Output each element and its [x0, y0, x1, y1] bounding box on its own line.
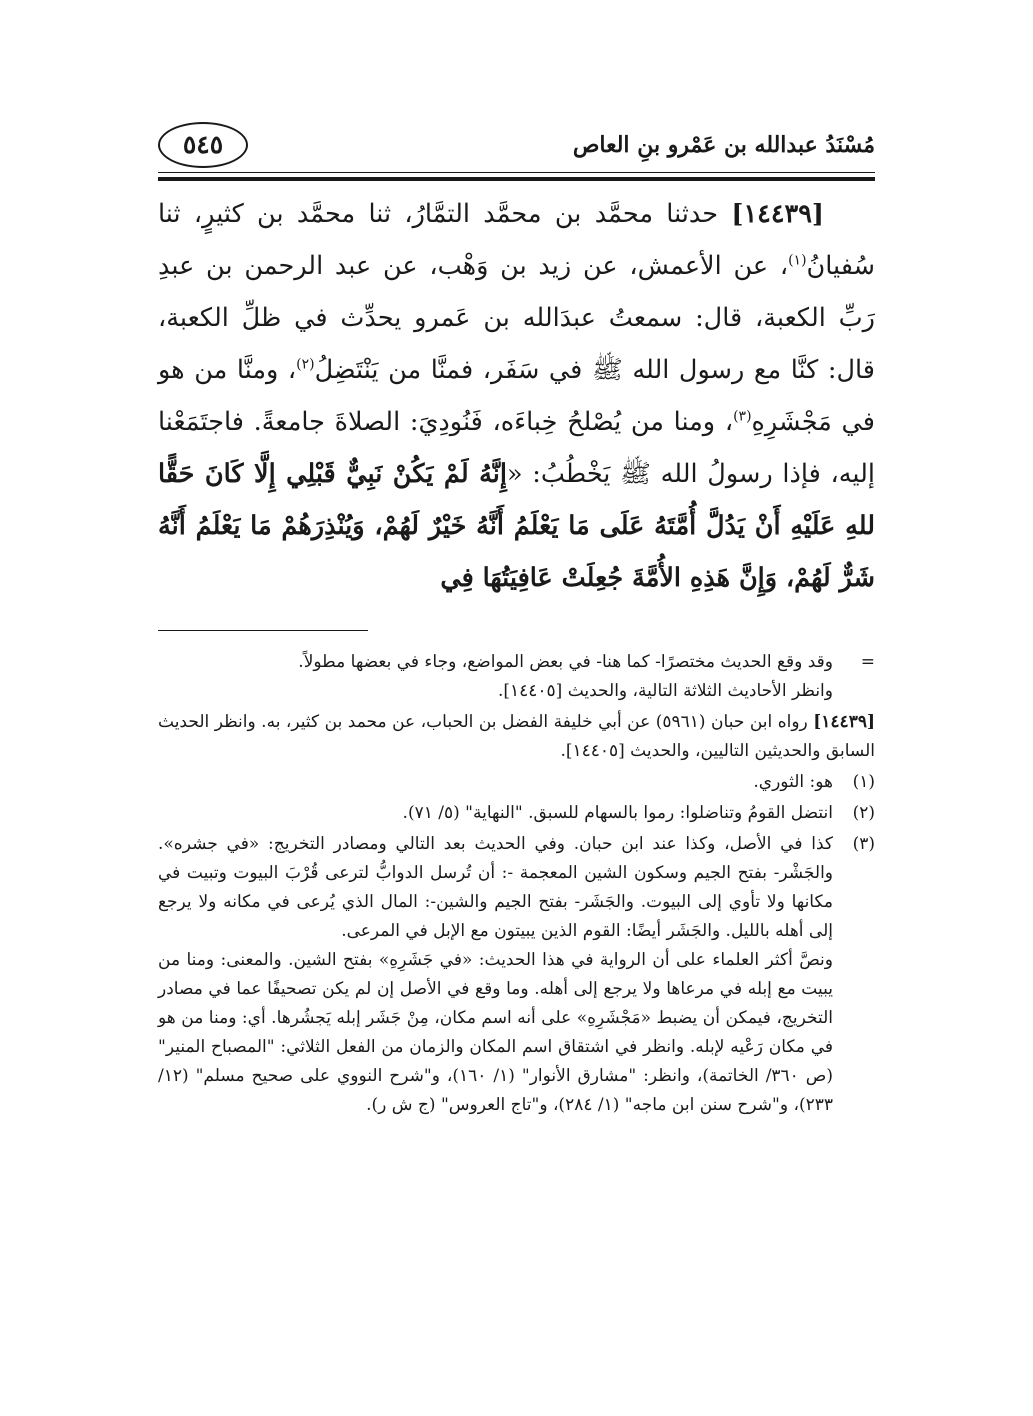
hadith-text-4: ، ومنا من يُصْلحُ خِباءَه، فَنُودِيَ: الصلاةَ جامعةً. فاجتَمَعْنا إليه، فإذا رسولُ الله ﷺ يَخْطُبُ: « [158, 407, 875, 489]
continuation-line-1: وقد وقع الحديث مختصرًا- كما هنا- في بعض المواضع، وجاء في بعضها مطولاً. [298, 652, 833, 672]
running-title: مُسْنَدُ عبدالله بن عَمْرو بنِ العاص [572, 132, 875, 158]
footnotes [158, 648, 875, 1122]
prophetic-text: إِنَّهُ لَمْ يَكُنْ نَبِيٌّ قَبْلِي إِلَّا كَانَ حَقًّا للهِ عَلَيْهِ أَنْ يَدُلَّ أُمَّتَهُ عَلَى مَا يَعْلَمُ أَنَّهُ خَيْرٌ لَهُمْ، وَيُنْذِرَهُمْ مَا يَعْلَمُ أَنَّهُ شَرٌّ لَهُمْ، وَإِنَّ هَذِهِ الأُمَّةَ جُعِلَتْ عَافِيَتُهَا فِي [158, 459, 875, 593]
footnote-1 [158, 768, 875, 797]
hadith-text-2: ، عن الأعمش، عن زيد بن وَهْب، عن عبد الرحمن بن عبدِ رَبِّ الكعبة، قال: سمعتُ عبدَالله بن عَمرو يحدِّث في ظلِّ الكعبة، قال: كنَّا مع رسول الله ﷺ في سَفَر، فمنَّا من يَنْتَضِلُ [158, 251, 875, 385]
hadith-paragraph [158, 188, 875, 604]
takhrij-text: رواه ابن حبان (٥٩٦١) عن أبي خليفة الفضل بن الحباب، عن محمد بن كثير، به. وانظر الحديث السابق والحديثين التاليين، والحديث [١٤٤٠٥]. [158, 712, 875, 761]
header-rule-thin [158, 172, 875, 173]
takhrij-ref: [١٤٤٣٩] [813, 712, 875, 732]
page-number: ٥٤٥ [158, 122, 248, 168]
continuation-line-2: وانظر الأحاديث الثلاثة التالية، والحديث [١٤٤٠٥]. [497, 681, 833, 701]
header-rule-thick [158, 177, 875, 181]
takhrij-note [158, 708, 875, 766]
continuation-mark: = [860, 652, 875, 672]
footnote-1-mark: (١) [852, 772, 875, 792]
footnote-1-text: هو: الثوري. [753, 772, 833, 792]
hadith-text-1: حدثنا محمَّد بن محمَّد التمَّارُ، ثنا محمَّد بن كثيرٍ، ثنا سُفيانُ [158, 199, 875, 281]
footnote-2 [158, 799, 875, 828]
footnote-3-para-1: كذا في الأصل، وكذا عند ابن حبان. وفي الحديث بعد التالي ومصادر التخريج: «في جشره». والجَشْر- بفتح الجيم وسكون الشين المعجمة -: أن تُرسل الدوابُّ لترعى قُرْبَ البيوت وتبيت في مكانها ولا تأوي إلى البيوت. والجَشَر- بفتح الجيم والشين-: المال الذي يُرعى في مكانه ولا يرجع إلى أهله بالليل. والجَشَر أيضًا: القوم الذين يبيتون مع الإبل في المرعى. [158, 834, 833, 941]
hadith-text-3: ، ومنَّا من هو في مَجْشَرِهِ [158, 355, 875, 437]
footnote-separator [158, 630, 368, 631]
footnote-2-text: انتضل القومُ وتناضلوا: رموا بالسهام للسبق. "النهاية" (٥/ ٧١). [402, 803, 833, 823]
footnote-ref-2[interactable]: (٢) [296, 356, 315, 373]
hadith-number: [١٤٤٣٩] [731, 199, 824, 229]
footnote-3 [158, 830, 875, 1120]
footnote-continuation [158, 648, 875, 706]
footnote-2-mark: (٢) [852, 803, 875, 823]
footnote-3-mark: (٣) [852, 834, 875, 854]
footnote-3-para-2: ونصَّ أكثر العلماء على أن الرواية في هذا الحديث: «في جَشَرِهِ» بفتح الشين. والمعنى: ومنا من يبيت مع إبله في مرعاها ولا يرجع إلى أهله. وما وقع في الأصل إن لم يكن تصحيفًا عما في مصادر التخريج، فيمكن أن يضبط «مَجْشَرِهِ» على أنه اسم مكان، مِنْ جَشَر إبله يَجشُرها. أي: ومنا من هو في مكان رَعْيه لإبله. وانظر في اشتقاق اسم المكان والزمان من الفعل الثلاثي: "المصباح المنير" (ص ٣٦٠/ الخاتمة)، وانظر: "مشارق الأنوار" (١/ ١٦٠)، و"شرح النووي على صحيح مسلم" (١٢/ ٢٣٣)، و"شرح سنن ابن ماجه" (١/ ٢٨٤)، و"تاج العروس" (ج ش ر). [158, 950, 833, 1115]
main-text [158, 188, 875, 604]
footnote-ref-3[interactable]: (٣) [733, 408, 752, 425]
footnote-ref-1[interactable]: (١) [788, 252, 807, 269]
page-header [158, 118, 875, 178]
